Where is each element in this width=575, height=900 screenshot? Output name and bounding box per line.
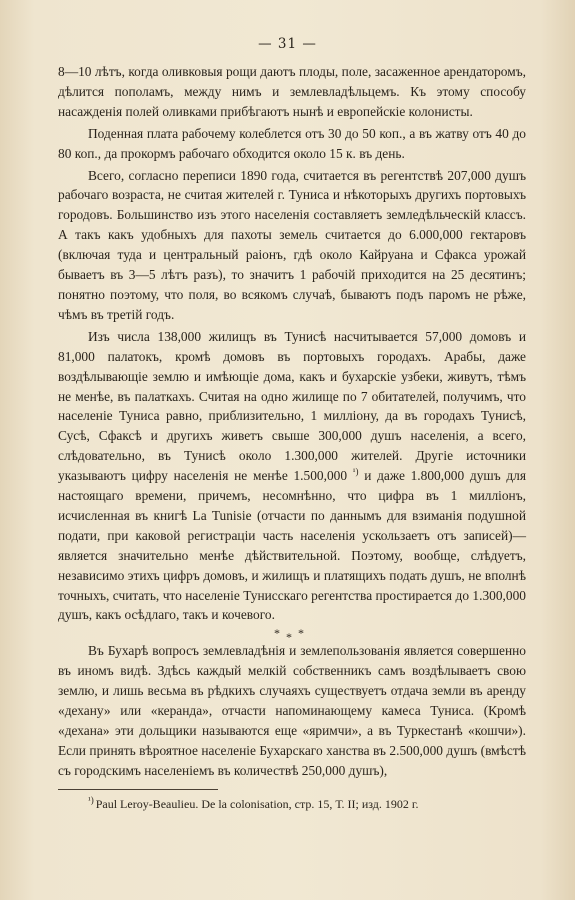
footnote	[58, 796, 526, 812]
paragraph-5: Въ Бухарѣ вопросъ землевладѣнія и землепользованія является совершенно въ иномъ видѣ. Здѣсь каждый мелкій собственникъ самъ воздѣлываетъ свою землю, и лишь весьма въ рѣдкихъ случаяхъ существуетъ отдача земли въ аренду «дехану» или «керанда», отчасти напоминающему камеса Туниса. (Кромѣ «дехана» эти дольщики называются еще «яримчи», а въ Туркестанѣ «кошчи»). Если принять вѣроятное населеніе Бухарскаго ханства въ 2.500,000 душъ (вмѣстѣ съ городскимъ населеніемъ въ количествѣ 250,000 душъ),	[58, 643, 526, 778]
paragraph-4	[58, 327, 526, 626]
asterism-star: *	[274, 626, 286, 641]
paragraph-1: 8—10 лѣтъ, когда оливковыя рощи даютъ плоды, поле, засаженное арендаторомъ, дѣлится пополамъ, между нимъ и землевладѣльцемъ. Къ этому способу насажденія полей оливками прибѣгаютъ нынѣ и европейскіе колонисты.	[58, 64, 526, 119]
paragraph-3: Всего, согласно переписи 1890 года, считается въ регентствѣ 207,000 душъ рабочаго возраста, не считая жителей г. Туниса и нѣкоторыхъ другихъ портовыхъ городовъ. Большинство изъ этого населенія составляетъ земледѣльческій классъ. А такъ какъ удобныхъ для пахоты земель считается до 6.000,000 гектаровъ (включая туда и центральный раіонъ, гдѣ около Кайруана и Сфакса урожай бываетъ въ 3—5 лѣтъ разъ), то значитъ 1 рабочій приходится на 25 десятинъ; понятно поэтому, что поля, во всякомъ случаѣ, бываютъ подъ паромъ не рѣже, чѣмъ въ третій годъ.	[58, 167, 526, 322]
asterism-star: *	[298, 626, 310, 641]
body-text	[58, 62, 526, 812]
section-divider-asterism	[58, 625, 526, 645]
footnote-reference: ¹)	[352, 466, 359, 477]
footnote-mark: ¹)	[88, 794, 94, 805]
paragraph-4-continuation: и даже 1.800,000 душъ для настоящаго времени, причемъ, несомнѣнно, что цифра въ 1 милліонъ, исчисленная въ книгѣ La Tunisie (отчасти по даннымъ для взиманія подушной подати, при каковой регистраціи часть населенія ускользаетъ отъ записей)—является значительно менѣе дѣйствительной. Поэтому, вообще, слѣдуетъ, независимо этихъ цифръ домовъ, и жилищъ и платящихъ подать душъ, не вполнѣ точныхъ, считать, что населеніе Тунисскаго регентства простирается до 1.300,000 душъ, какъ осѣдлаго, такъ и кочевого.	[58, 468, 527, 623]
asterism-star: *	[286, 630, 298, 645]
footnote-rule	[58, 789, 218, 790]
footnote-text: Paul Leroy-Beaulieu. De la colonisation, стр. 15, Т. II; изд. 1902 г.	[95, 796, 419, 811]
paragraph-4-text: Изъ числа 138,000 жилищъ въ Тунисѣ насчитывается 57,000 домовъ и 81,000 палатокъ, кромѣ домовъ въ портовыхъ городахъ. Арабы, даже воздѣлывающіе землю и имѣющіе дома, какъ и бухарскіе узбеки, живутъ, тѣмъ не менѣе, въ палаткахъ. Считая на одно жилище по 7 обитателей, получимъ, что населеніе Туниса равно, приблизительно, 1 милліону, да въ городахъ Тунисѣ, Сусѣ, Сфаксѣ и другихъ живетъ свыше 300,000 душъ населенія, а всего, слѣдовательно, въ Тунисѣ около 1.300,000 жителей. Другіе источники указываютъ цифру населенія не менѣе 1.500,000	[58, 328, 526, 484]
paragraph-2: Поденная плата рабочему колеблется отъ 30 до 50 коп., а въ жатву отъ 40 до 80 коп., да прокормъ рабочаго обходится около 15 к. въ день.	[58, 125, 526, 161]
page-number: — 31 —	[258, 36, 317, 52]
